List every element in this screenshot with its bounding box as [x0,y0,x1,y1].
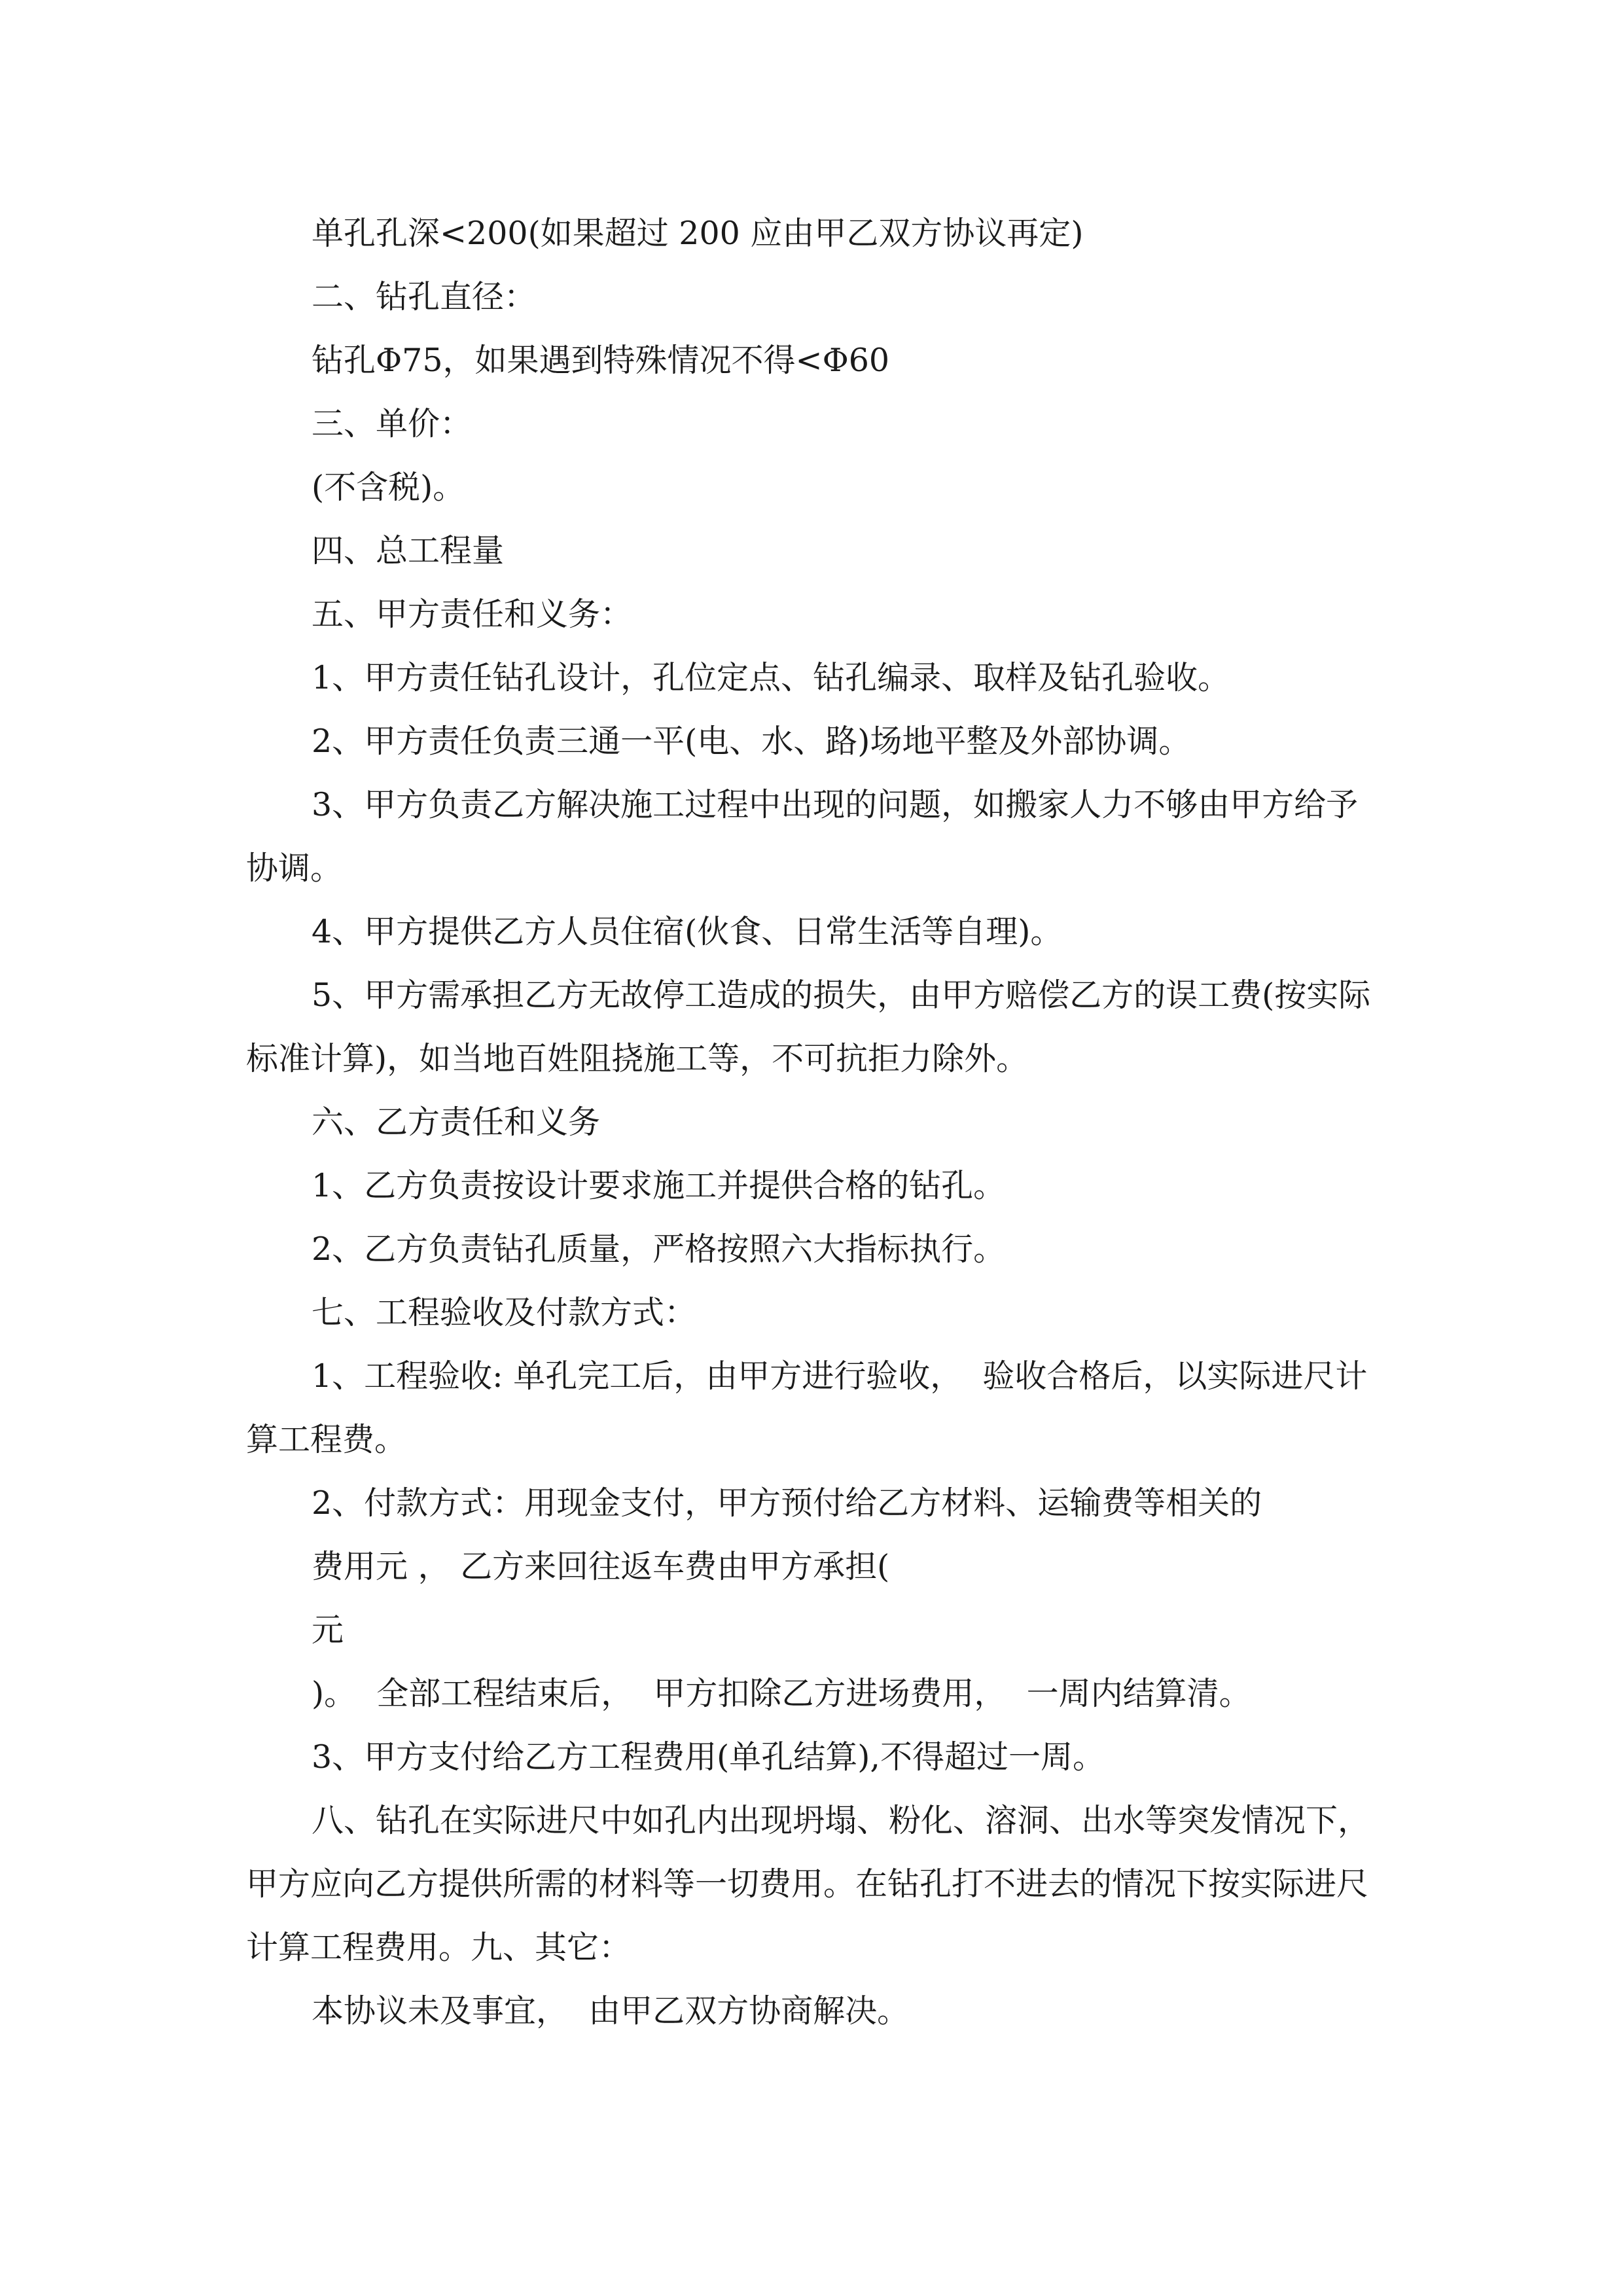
heading-hole-diameter: 二、钻孔直径： [312,278,537,315]
heading-party-b-duties: 六、乙方责任和义务 [312,1103,601,1141]
paragraph-party-a-item-4: 4、甲方提供乙方人员住宿(伙食、日常生活等自理)。 [312,913,1063,950]
document-body [246,202,1385,2043]
paragraph-payment-settlement: )。 全部工程结束后， 甲方扣除乙方进场费用， 一周内结算清。 [312,1675,1251,1712]
paragraph-closing: 本协议未及事宜， 由甲乙双方协商解决。 [312,1992,910,2030]
heading-unit-price: 三、单价： [312,405,473,442]
paragraph-tax-note: (不含税)。 [312,469,465,506]
paragraph-party-b-item-1: 1、乙方负责按设计要求施工并提供合格的钻孔。 [312,1167,1006,1204]
paragraph-hole-depth: 单孔孔深<200(如果超过 200 应由甲乙双方协议再定) [312,215,1084,252]
paragraph-emergency-and-other: 八、钻孔在实际进尺中如孔内出现坍塌、粉化、溶洞、出水等突发情况下，甲方应向乙方提供所需的材料等一切费用。在钻孔打不进去的情况下按实际进尺计算工程费用。九、其它： [246,1802,1370,1966]
heading-party-a-duties: 五、甲方责任和义务： [312,596,633,633]
heading-total-quantity: 四、总工程量 [312,532,505,569]
paragraph-payment-method: 2、付款方式：用现金支付，甲方预付给乙方材料、运输费等相关的 [312,1484,1262,1522]
paragraph-diameter-spec: 钻孔Φ75，如果遇到特殊情况不得<Φ60 [312,342,890,379]
paragraph-party-b-item-2: 2、乙方负责钻孔质量，严格按照六大指标执行。 [312,1230,1006,1268]
paragraph-party-a-item-1: 1、甲方责任钻孔设计，孔位定点、钻孔编录、取样及钻孔验收。 [312,659,1230,696]
heading-acceptance-payment: 七、工程验收及付款方式： [312,1294,697,1331]
paragraph-acceptance: 1、工程验收: 单孔完工后，由甲方进行验收， 验收合格后，以实际进尺计算工程费。 [246,1357,1368,1458]
paragraph-party-a-item-2: 2、甲方责任负责三通一平(电、水、路)场地平整及外部协调。 [312,723,1191,760]
paragraph-payment-fees: 费用元 ， 乙方来回往返车费由甲方承担( [312,1548,890,1585]
paragraph-party-a-item-5: 5、甲方需承担乙方无故停工造成的损失，由甲方赔偿乙方的误工费(按实际标准计算)，如当地百姓阻挠施工等，不可抗拒力除外。 [246,977,1371,1077]
paragraph-party-a-item-3: 3、甲方负责乙方解决施工过程中出现的问题，如搬家人力不够由甲方给予协调。 [246,786,1359,887]
paragraph-payment-item-3: 3、甲方支付给乙方工程费用(单孔结算),不得超过一周。 [312,1738,1105,1776]
paragraph-payment-yuan: 元 [312,1611,344,1649]
